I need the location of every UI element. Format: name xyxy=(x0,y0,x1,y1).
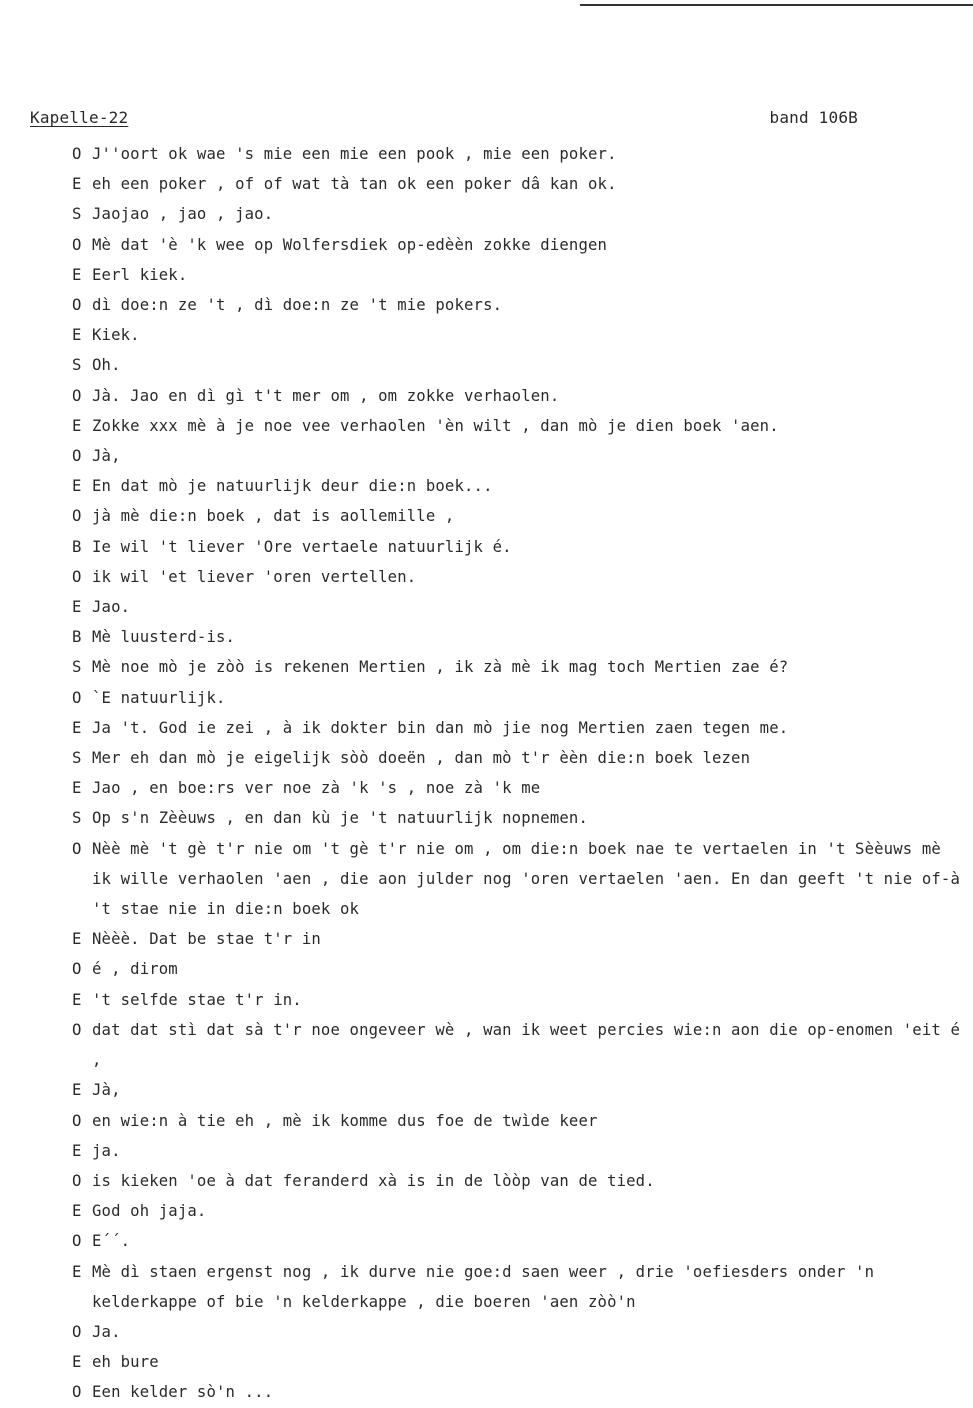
utterance-text: Jà, xyxy=(92,447,121,466)
utterance-text: Mè dat 'è 'k wee op Wolfersdiek op-edèèn zokke diengen xyxy=(92,235,608,254)
utterance-text: Oh. xyxy=(92,356,121,375)
transcript-turn xyxy=(72,1257,967,1317)
transcript-turn xyxy=(72,652,967,682)
speaker-label: O xyxy=(72,1111,82,1130)
transcript-turn xyxy=(72,320,967,350)
speaker-label: O xyxy=(72,1020,82,1039)
transcript-turn xyxy=(72,1347,967,1377)
speaker-label: E xyxy=(72,1141,82,1160)
transcript-turn xyxy=(72,1075,967,1105)
speaker-label: E xyxy=(72,326,82,345)
utterance-text: eh een poker , of of wat tà tan ok een poker dâ kan ok. xyxy=(92,175,617,194)
speaker-label: S xyxy=(72,205,82,224)
utterance-text: Eerl kiek. xyxy=(92,265,188,284)
transcript-turn xyxy=(72,562,967,592)
transcript-turn xyxy=(72,441,967,471)
speaker-label: O xyxy=(72,386,82,405)
utterance-text: Jao , en boe:rs ver noe zà 'k 's , noe zà 'k me xyxy=(92,779,541,798)
utterance-text: ik wil 'et liever 'oren vertellen. xyxy=(92,567,417,586)
utterance-text: Ja. xyxy=(92,1322,121,1341)
transcript-turn xyxy=(72,411,967,441)
utterance-text: en wie:n à tie eh , mè ik komme dus foe de twìde keer xyxy=(92,1111,598,1130)
speaker-label: O xyxy=(72,1232,82,1251)
speaker-label: B xyxy=(72,628,82,647)
transcript-turn xyxy=(72,1106,967,1136)
utterance-text: Nèè mè 't gè t'r nie om 't gè t'r nie om , om die:n boek nae te vertaelen in 't Sèèuws mè ik wille verhaolen 'aen , die aon julder nog 'oren vertaelen 'aen. En dan geeft 't nie of-à 't stae nie in die:n boek ok xyxy=(92,839,970,919)
utterance-text: Jaojao , jao , jao. xyxy=(92,205,274,224)
speaker-label: S xyxy=(72,356,82,375)
transcript-turn xyxy=(72,169,967,199)
transcript-turn xyxy=(72,954,967,984)
speaker-label: S xyxy=(72,809,82,828)
utterance-text: Nèèè. Dat be stae t'r in xyxy=(92,930,321,949)
speaker-label: E xyxy=(72,477,82,496)
utterance-text: Jà. Jao en dì gì t't mer om , om zokke verhaolen. xyxy=(92,386,560,405)
speaker-label: O xyxy=(72,1171,82,1190)
transcript-turn xyxy=(72,501,967,531)
utterance-text: Zokke xxx mè à je noe vee verhaolen 'èn wilt , dan mò je dien boek 'aen. xyxy=(92,416,779,435)
speaker-label: S xyxy=(72,658,82,677)
transcript-turn xyxy=(72,1015,970,1075)
transcript-turn xyxy=(72,260,967,290)
transcript-turn xyxy=(72,1317,967,1347)
speaker-label: O xyxy=(72,447,82,466)
utterance-text: eh bure xyxy=(92,1353,159,1372)
transcript-turn xyxy=(72,743,967,773)
utterance-text: Mer eh dan mò je eigelijk sòò doeën , dan mò t'r èèn die:n boek lezen xyxy=(92,749,751,768)
transcript xyxy=(72,139,970,1408)
transcript-turn xyxy=(72,532,967,562)
transcript-turn xyxy=(72,713,967,743)
speaker-label: O xyxy=(72,507,82,526)
speaker-label: E xyxy=(72,416,82,435)
utterance-text: Jao. xyxy=(92,598,131,617)
speaker-label: O xyxy=(72,688,82,707)
utterance-text: Een kelder sò'n ... xyxy=(92,1383,274,1402)
utterance-text: Ie wil 't liever 'Ore vertaele natuurlijk é. xyxy=(92,537,512,556)
utterance-text: dat dat stì dat sà t'r noe ongeveer wè , wan ik weet percies wie:n aon die op-enomen 'eit é , xyxy=(92,1020,970,1070)
utterance-text: ja. xyxy=(92,1141,121,1160)
transcript-turn xyxy=(72,803,967,833)
transcript-turn xyxy=(72,290,967,320)
speaker-label: E xyxy=(72,718,82,737)
transcript-turn xyxy=(72,1377,967,1407)
transcript-turn xyxy=(72,1226,967,1256)
band-label: band 106B xyxy=(769,108,858,127)
speaker-label: O xyxy=(72,1383,82,1402)
speaker-label: B xyxy=(72,537,82,556)
speaker-label: E xyxy=(72,1202,82,1221)
transcript-turn xyxy=(72,381,967,411)
utterance-text: God oh jaja. xyxy=(92,1202,207,1221)
speaker-label: E xyxy=(72,990,82,1009)
speaker-label: E xyxy=(72,598,82,617)
transcript-turn xyxy=(72,1196,967,1226)
utterance-text: Mè dì staen ergenst nog , ik durve nie goe:d saen weer , drie 'oefiesders onder 'n kelderkappe of bie 'n kelderkappe , die boeren 'aen zòò'n xyxy=(92,1262,884,1311)
document-id: Kapelle-22 xyxy=(30,108,129,127)
transcript-turn xyxy=(72,230,967,260)
speaker-label: E xyxy=(72,265,82,284)
speaker-label: O xyxy=(72,1322,82,1341)
transcript-turn xyxy=(72,1166,967,1196)
transcript-turn xyxy=(72,199,967,229)
speaker-label: E xyxy=(72,1353,82,1372)
utterance-text: Ja 't. God ie zei , à ik dokter bin dan mò jie nog Mertien zaen tegen me. xyxy=(92,718,789,737)
utterance-text: Jà, xyxy=(92,1081,121,1100)
utterance-text: J''oort ok wae 's mie een mie een pook , mie een poker. xyxy=(92,145,617,163)
utterance-text: En dat mò je natuurlijk deur die:n boek... xyxy=(92,477,493,496)
transcript-turn xyxy=(72,471,967,501)
speaker-label: O xyxy=(72,567,82,586)
transcript-turn xyxy=(72,139,967,169)
utterance-text: jà mè die:n boek , dat is aollemille , xyxy=(92,507,455,526)
transcript-turn xyxy=(72,1136,967,1166)
utterance-text: Op s'n Zèèuws , en dan kù je 't natuurlijk nopnemen. xyxy=(92,809,588,828)
utterance-text: is kieken 'oe à dat feranderd xà is in de lòòp van de tied. xyxy=(92,1171,655,1190)
utterance-text: é , dirom xyxy=(92,960,178,979)
utterance-text: Mè noe mò je zòò is rekenen Mertien , ik zà mè ik mag toch Mertien zae é? xyxy=(92,658,789,677)
page-header xyxy=(30,108,858,127)
speaker-label: E xyxy=(72,1081,82,1100)
speaker-label: E xyxy=(72,1262,82,1281)
speaker-label: E xyxy=(72,175,82,194)
utterance-text: dì doe:n ze 't , dì doe:n ze 't mie pokers. xyxy=(92,296,503,315)
transcript-turn xyxy=(72,834,970,925)
transcript-turn xyxy=(72,924,967,954)
speaker-label: O xyxy=(72,235,82,254)
transcript-turn xyxy=(72,985,967,1015)
utterance-text: 't selfde stae t'r in. xyxy=(92,990,302,1009)
transcript-turn xyxy=(72,622,967,652)
utterance-text: `E natuurlijk. xyxy=(92,688,226,707)
speaker-label: O xyxy=(72,145,82,163)
speaker-label: S xyxy=(72,749,82,768)
transcript-turn xyxy=(72,683,967,713)
top-rule xyxy=(580,4,973,6)
utterance-text: E´´. xyxy=(92,1232,131,1251)
utterance-text: Kiek. xyxy=(92,326,140,345)
speaker-label: O xyxy=(72,296,82,315)
speaker-label: E xyxy=(72,779,82,798)
speaker-label: E xyxy=(72,930,82,949)
speaker-label: O xyxy=(72,960,82,979)
utterance-text: Mè luusterd-is. xyxy=(92,628,236,647)
speaker-label: O xyxy=(72,839,82,858)
transcript-turn xyxy=(72,773,967,803)
transcript-turn xyxy=(72,592,967,622)
transcript-turn xyxy=(72,350,967,380)
